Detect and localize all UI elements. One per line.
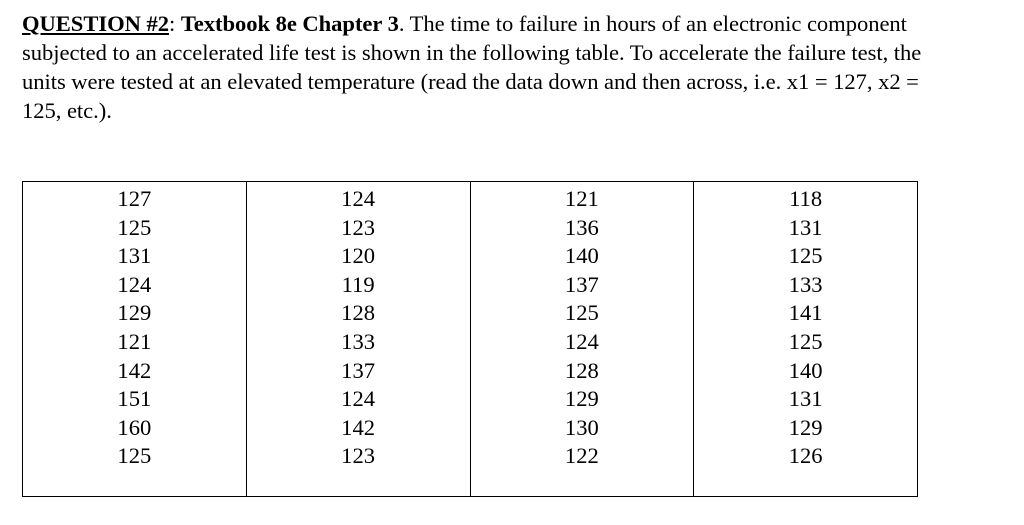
table-cell: 120 [341, 243, 376, 269]
table-cell: 124 [564, 328, 599, 354]
table-cell: 151 [117, 386, 152, 412]
table-cell: 160 [117, 414, 152, 440]
table-cell: 121 [117, 328, 152, 354]
table-cell: 133 [788, 271, 823, 297]
table-cell: 122 [564, 443, 599, 469]
table-column [471, 182, 695, 496]
question-label: QUESTION #2 [22, 11, 169, 36]
table-cell: 123 [341, 443, 376, 469]
table-cell: 125 [117, 214, 152, 240]
table-cell: 125 [117, 443, 152, 469]
table-cell: 128 [564, 357, 599, 383]
question-separator: : [168, 11, 181, 36]
table-cell: 129 [788, 414, 823, 440]
table-cell: 129 [564, 386, 599, 412]
table-cell: 125 [788, 243, 823, 269]
table-cell: 142 [117, 357, 152, 383]
question-body: . The time to failure in hours of an electronic component subjected to an accelerated life test is shown in the following table. To accelerate the failure test, the units were tested at an elevated temperature (read the data down and then across, i.e. x1 = 127, x2 = 125, etc.). [22, 11, 922, 123]
table-cell: 125 [788, 328, 823, 354]
table-cell: 123 [341, 214, 376, 240]
table-cell: 121 [564, 186, 599, 211]
table-cell: 131 [117, 243, 152, 269]
table-cell: 140 [788, 357, 823, 383]
table-cell: 141 [788, 300, 823, 326]
table-cell: 119 [341, 271, 375, 297]
table-cell: 125 [564, 300, 599, 326]
table-cell: 131 [788, 386, 823, 412]
table-cell: 142 [341, 414, 376, 440]
failure-time-table [22, 181, 918, 497]
table-cell: 133 [341, 328, 376, 354]
table-cell: 130 [564, 414, 599, 440]
table-cell: 118 [789, 186, 823, 211]
table-cell: 127 [117, 186, 152, 211]
table-column [23, 182, 247, 496]
table-cell: 126 [788, 443, 823, 469]
question-heading: Textbook 8e Chapter 3 [180, 11, 399, 36]
table-cell: 124 [341, 186, 376, 211]
table-cell: 124 [341, 386, 376, 412]
table-cell: 136 [564, 214, 599, 240]
table-cell: 129 [117, 300, 152, 326]
question-text [22, 9, 922, 125]
table-cell: 137 [341, 357, 376, 383]
table-column [694, 182, 917, 496]
table-cell: 137 [564, 271, 599, 297]
table-cell: 124 [117, 271, 152, 297]
table-cell: 131 [788, 214, 823, 240]
table-column [247, 182, 471, 496]
table-cell: 128 [341, 300, 376, 326]
table-cell: 140 [564, 243, 599, 269]
